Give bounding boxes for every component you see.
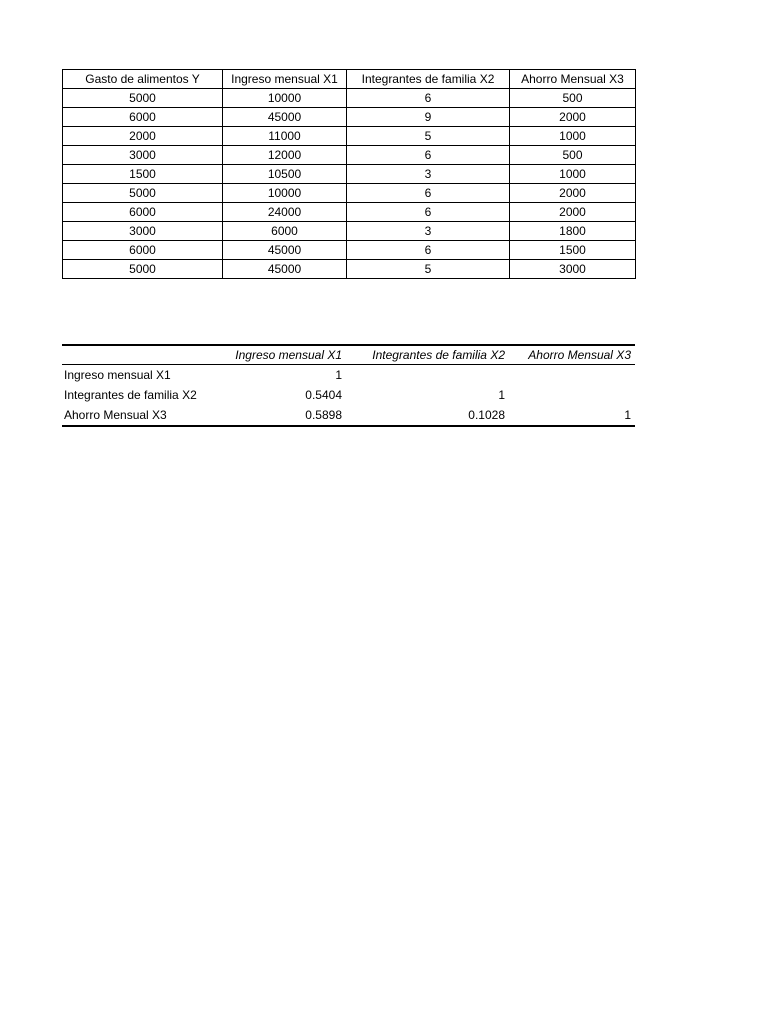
table-cell: 6 — [347, 241, 510, 260]
table-row — [63, 165, 636, 184]
table-cell: 6 — [347, 146, 510, 165]
correlation-table-body — [62, 365, 635, 427]
table-cell: 45000 — [223, 108, 347, 127]
header-gasto: Gasto de alimentos Y — [63, 70, 223, 89]
table-row — [63, 260, 636, 279]
table-cell: 10000 — [223, 184, 347, 203]
table-cell: 5 — [347, 127, 510, 146]
correlation-cell: 1 — [498, 388, 505, 402]
data-table — [62, 69, 636, 279]
header-row — [63, 70, 636, 89]
header-ingreso: Ingreso mensual X1 — [223, 70, 347, 89]
table-cell: 5 — [347, 260, 510, 279]
table-cell: 5000 — [63, 184, 223, 203]
table-cell: 24000 — [223, 203, 347, 222]
table-cell: 6000 — [63, 241, 223, 260]
table-cell: 6 — [347, 89, 510, 108]
correlation-cell — [509, 365, 635, 386]
table-cell: 6 — [347, 203, 510, 222]
table-cell: 6000 — [63, 108, 223, 127]
table-cell: 10500 — [223, 165, 347, 184]
correlation-row — [62, 405, 635, 426]
table-cell: 2000 — [510, 184, 636, 203]
header-integrantes: Integrantes de familia X2 — [347, 70, 510, 89]
table-cell: 3000 — [63, 146, 223, 165]
table-cell: 1500 — [63, 165, 223, 184]
table-cell: 1500 — [510, 241, 636, 260]
table-cell: 9 — [347, 108, 510, 127]
table-row — [63, 108, 636, 127]
table-cell: 6000 — [63, 203, 223, 222]
correlation-table — [62, 344, 635, 427]
table-cell: 500 — [510, 146, 636, 165]
table-cell: 3 — [347, 165, 510, 184]
corner-cell — [62, 345, 222, 365]
correlation-row — [62, 385, 635, 405]
table-cell: 2000 — [63, 127, 223, 146]
correlation-row — [62, 365, 635, 386]
table-row — [63, 89, 636, 108]
table-cell: 3000 — [510, 260, 636, 279]
corr-header-ingreso: Ingreso mensual X1 — [222, 345, 346, 365]
correlation-cell: 1 — [335, 368, 342, 382]
table-cell: 3000 — [63, 222, 223, 241]
header-ahorro: Ahorro Mensual X3 — [510, 70, 636, 89]
correlation-cell: 0.5898 — [222, 405, 346, 426]
correlation-cell: 0.5404 — [305, 388, 342, 402]
correlation-row-label: Integrantes de familia X2 — [64, 388, 197, 402]
table-cell: 1000 — [510, 165, 636, 184]
correlation-cell: 0.1028 — [346, 405, 509, 426]
corr-header-ahorro: Ahorro Mensual X3 — [509, 345, 635, 365]
correlation-cell — [346, 365, 509, 386]
table-cell: 6 — [347, 184, 510, 203]
table-cell: 2000 — [510, 203, 636, 222]
table-cell: 1800 — [510, 222, 636, 241]
table-row — [63, 127, 636, 146]
table-cell: 12000 — [223, 146, 347, 165]
correlation-table-header — [62, 345, 635, 365]
table-cell: 500 — [510, 89, 636, 108]
correlation-row-label: Ahorro Mensual X3 — [62, 405, 222, 426]
table-row — [63, 222, 636, 241]
data-table-body — [63, 89, 636, 279]
table-row — [63, 184, 636, 203]
correlation-header-row — [62, 345, 635, 365]
data-table-header — [63, 70, 636, 89]
table-cell: 45000 — [223, 260, 347, 279]
table-row — [63, 203, 636, 222]
table-cell: 5000 — [63, 89, 223, 108]
table-cell: 5000 — [63, 260, 223, 279]
table-cell: 45000 — [223, 241, 347, 260]
table-cell: 6000 — [223, 222, 347, 241]
corr-header-integrantes: Integrantes de familia X2 — [346, 345, 509, 365]
table-cell: 11000 — [223, 127, 347, 146]
table-row — [63, 146, 636, 165]
table-cell: 2000 — [510, 108, 636, 127]
table-cell: 10000 — [223, 89, 347, 108]
table-cell: 1000 — [510, 127, 636, 146]
table-cell: 3 — [347, 222, 510, 241]
correlation-cell — [509, 385, 635, 405]
correlation-row-label: Ingreso mensual X1 — [64, 368, 171, 382]
table-row — [63, 241, 636, 260]
correlation-cell: 1 — [509, 405, 635, 426]
